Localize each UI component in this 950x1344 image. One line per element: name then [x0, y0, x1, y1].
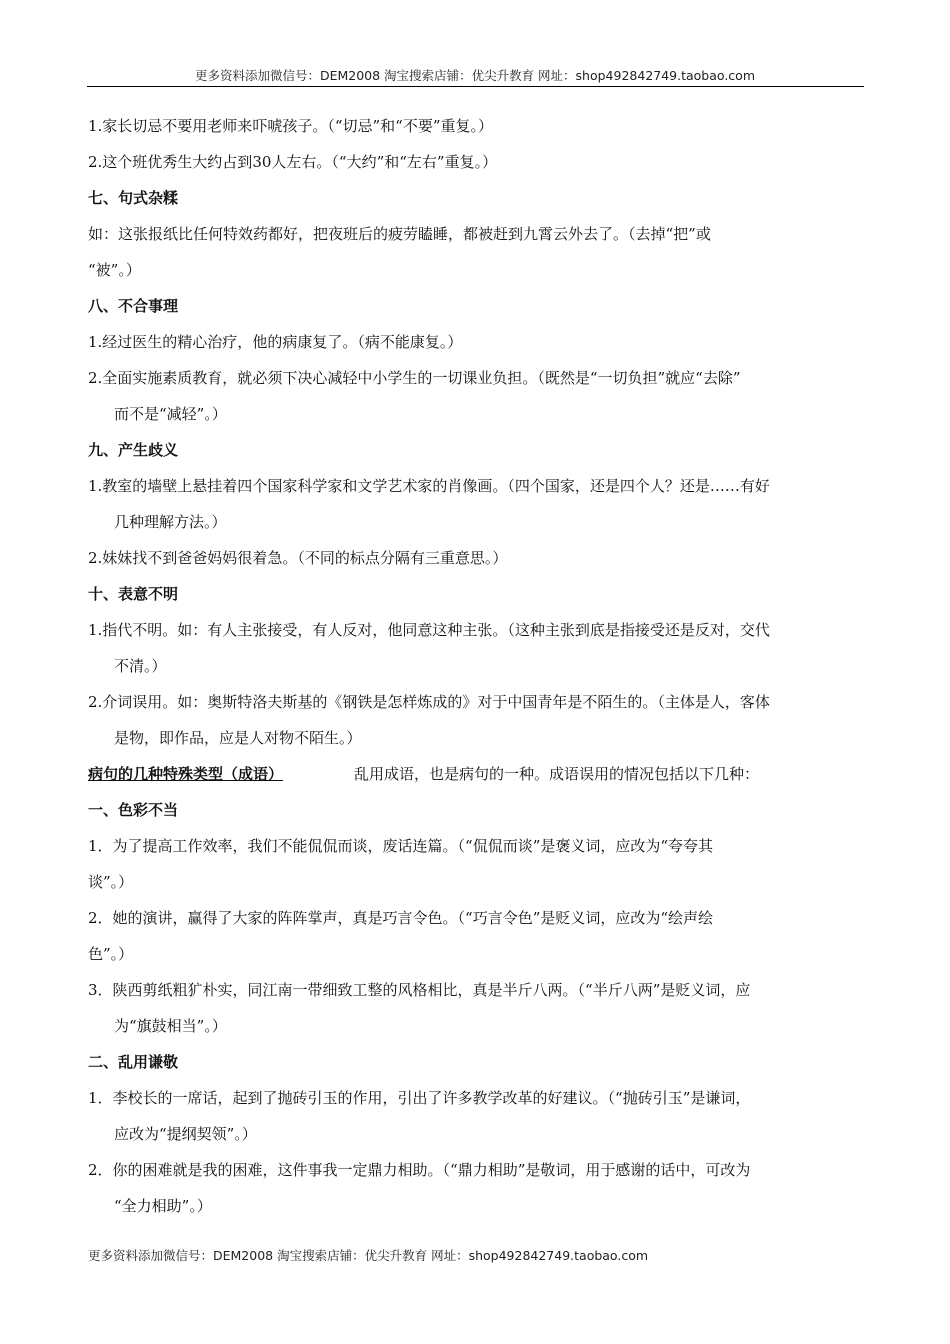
- paragraph-line: 1．为了提高工作效率，我们不能侃侃而谈，废话连篇。（“侃侃而谈”是褒义词，应改为“夸夸其: [88, 837, 714, 855]
- paragraph-line: 为“旗鼓相当”。）: [114, 1017, 227, 1035]
- paragraph-line: 1．李校长的一席话，起到了抛砖引玉的作用，引出了许多教学改革的好建议。（“抛砖引玉”是谦词，: [88, 1089, 751, 1107]
- paragraph-line: 2.全面实施素质教育，就必须下决心减轻中小学生的一切课业负担。（既然是“一切负担”就应“去除”: [88, 369, 741, 387]
- paragraph-line: 色”。）: [88, 945, 134, 963]
- special-types-intro: 乱用成语，也是病句的一种。成语误用的情况包括以下几种：: [354, 765, 760, 783]
- section-heading-9: 九、产生歧义: [88, 441, 179, 459]
- section-heading-10: 十、表意不明: [88, 585, 179, 603]
- paragraph-line: 几种理解方法。）: [114, 513, 227, 531]
- paragraph-line: 3．陕西剪纸粗犷朴实，同江南一带细致工整的风格相比，真是半斤八两。（“半斤八两”是贬义词，应: [88, 981, 751, 999]
- paragraph-line: 是物，即作品，应是人对物不陌生。）: [114, 729, 362, 747]
- subsection-heading-1: 一、色彩不当: [88, 801, 179, 819]
- document-body: [88, 108, 856, 1224]
- section-heading-8: 八、不合事理: [88, 297, 179, 315]
- special-types-line: [88, 756, 856, 792]
- section-heading-7: 七、句式杂糅: [88, 189, 179, 207]
- paragraph-line: 2．你的困难就是我的困难，这件事我一定鼎力相助。（“鼎力相助”是敬词，用于感谢的话中，可改为: [88, 1161, 751, 1179]
- paragraph-line: 1.家长切忌不要用老师来吓唬孩子。（“切忌”和“不要”重复。）: [88, 117, 493, 135]
- paragraph-line: “被”。）: [88, 261, 141, 279]
- paragraph-line: 谈”。）: [88, 873, 134, 891]
- paragraph-line: 如：这张报纸比任何特效药都好，把夜班后的疲劳瞌睡，都被赶到九霄云外去了。（去掉“把”或: [88, 225, 711, 243]
- paragraph-line: 2.这个班优秀生大约占到30人左右。（“大约”和“左右”重复。）: [88, 153, 498, 171]
- paragraph-line: 2.妹妹找不到爸爸妈妈很着急。（不同的标点分隔有三重意思。）: [88, 549, 508, 567]
- paragraph-line: 2.介词误用。如：奥斯特洛夫斯基的《钢铁是怎样炼成的》对于中国青年是不陌生的。（主体是人，客体: [88, 693, 770, 711]
- paragraph-line: 1.经过医生的精心治疗，他的病康复了。（病不能康复。）: [88, 333, 463, 351]
- paragraph-line: 而不是“减轻”。）: [114, 405, 227, 423]
- page-header: 更多资料添加微信号：DEM2008 淘宝搜索店铺：优尖升教育 网址：shop492842749.taobao.com: [194, 68, 756, 83]
- special-types-title: 病句的几种特殊类型（成语）: [88, 765, 284, 783]
- page-footer: 更多资料添加微信号：DEM2008 淘宝搜索店铺：优尖升教育 网址：shop492842749.taobao.com: [88, 1248, 649, 1263]
- paragraph-line: 应改为“提纲契领”。）: [114, 1125, 257, 1143]
- paragraph-line: “全力相助”。）: [114, 1197, 212, 1215]
- paragraph-line: 2．她的演讲，赢得了大家的阵阵掌声，真是巧言令色。（“巧言令色”是贬义词，应改为“绘声绘: [88, 909, 714, 927]
- paragraph-line: 1.教室的墙壁上悬挂着四个国家科学家和文学艺术家的肖像画。（四个国家，还是四个人？还是……有好: [88, 477, 770, 495]
- paragraph-line: 不清。）: [114, 657, 167, 675]
- header-divider: [87, 86, 864, 87]
- paragraph-line: 1.指代不明。如：有人主张接受，有人反对，他同意这种主张。（这种主张到底是指接受还是反对，交代: [88, 621, 770, 639]
- subsection-heading-2: 二、乱用谦敬: [88, 1053, 179, 1071]
